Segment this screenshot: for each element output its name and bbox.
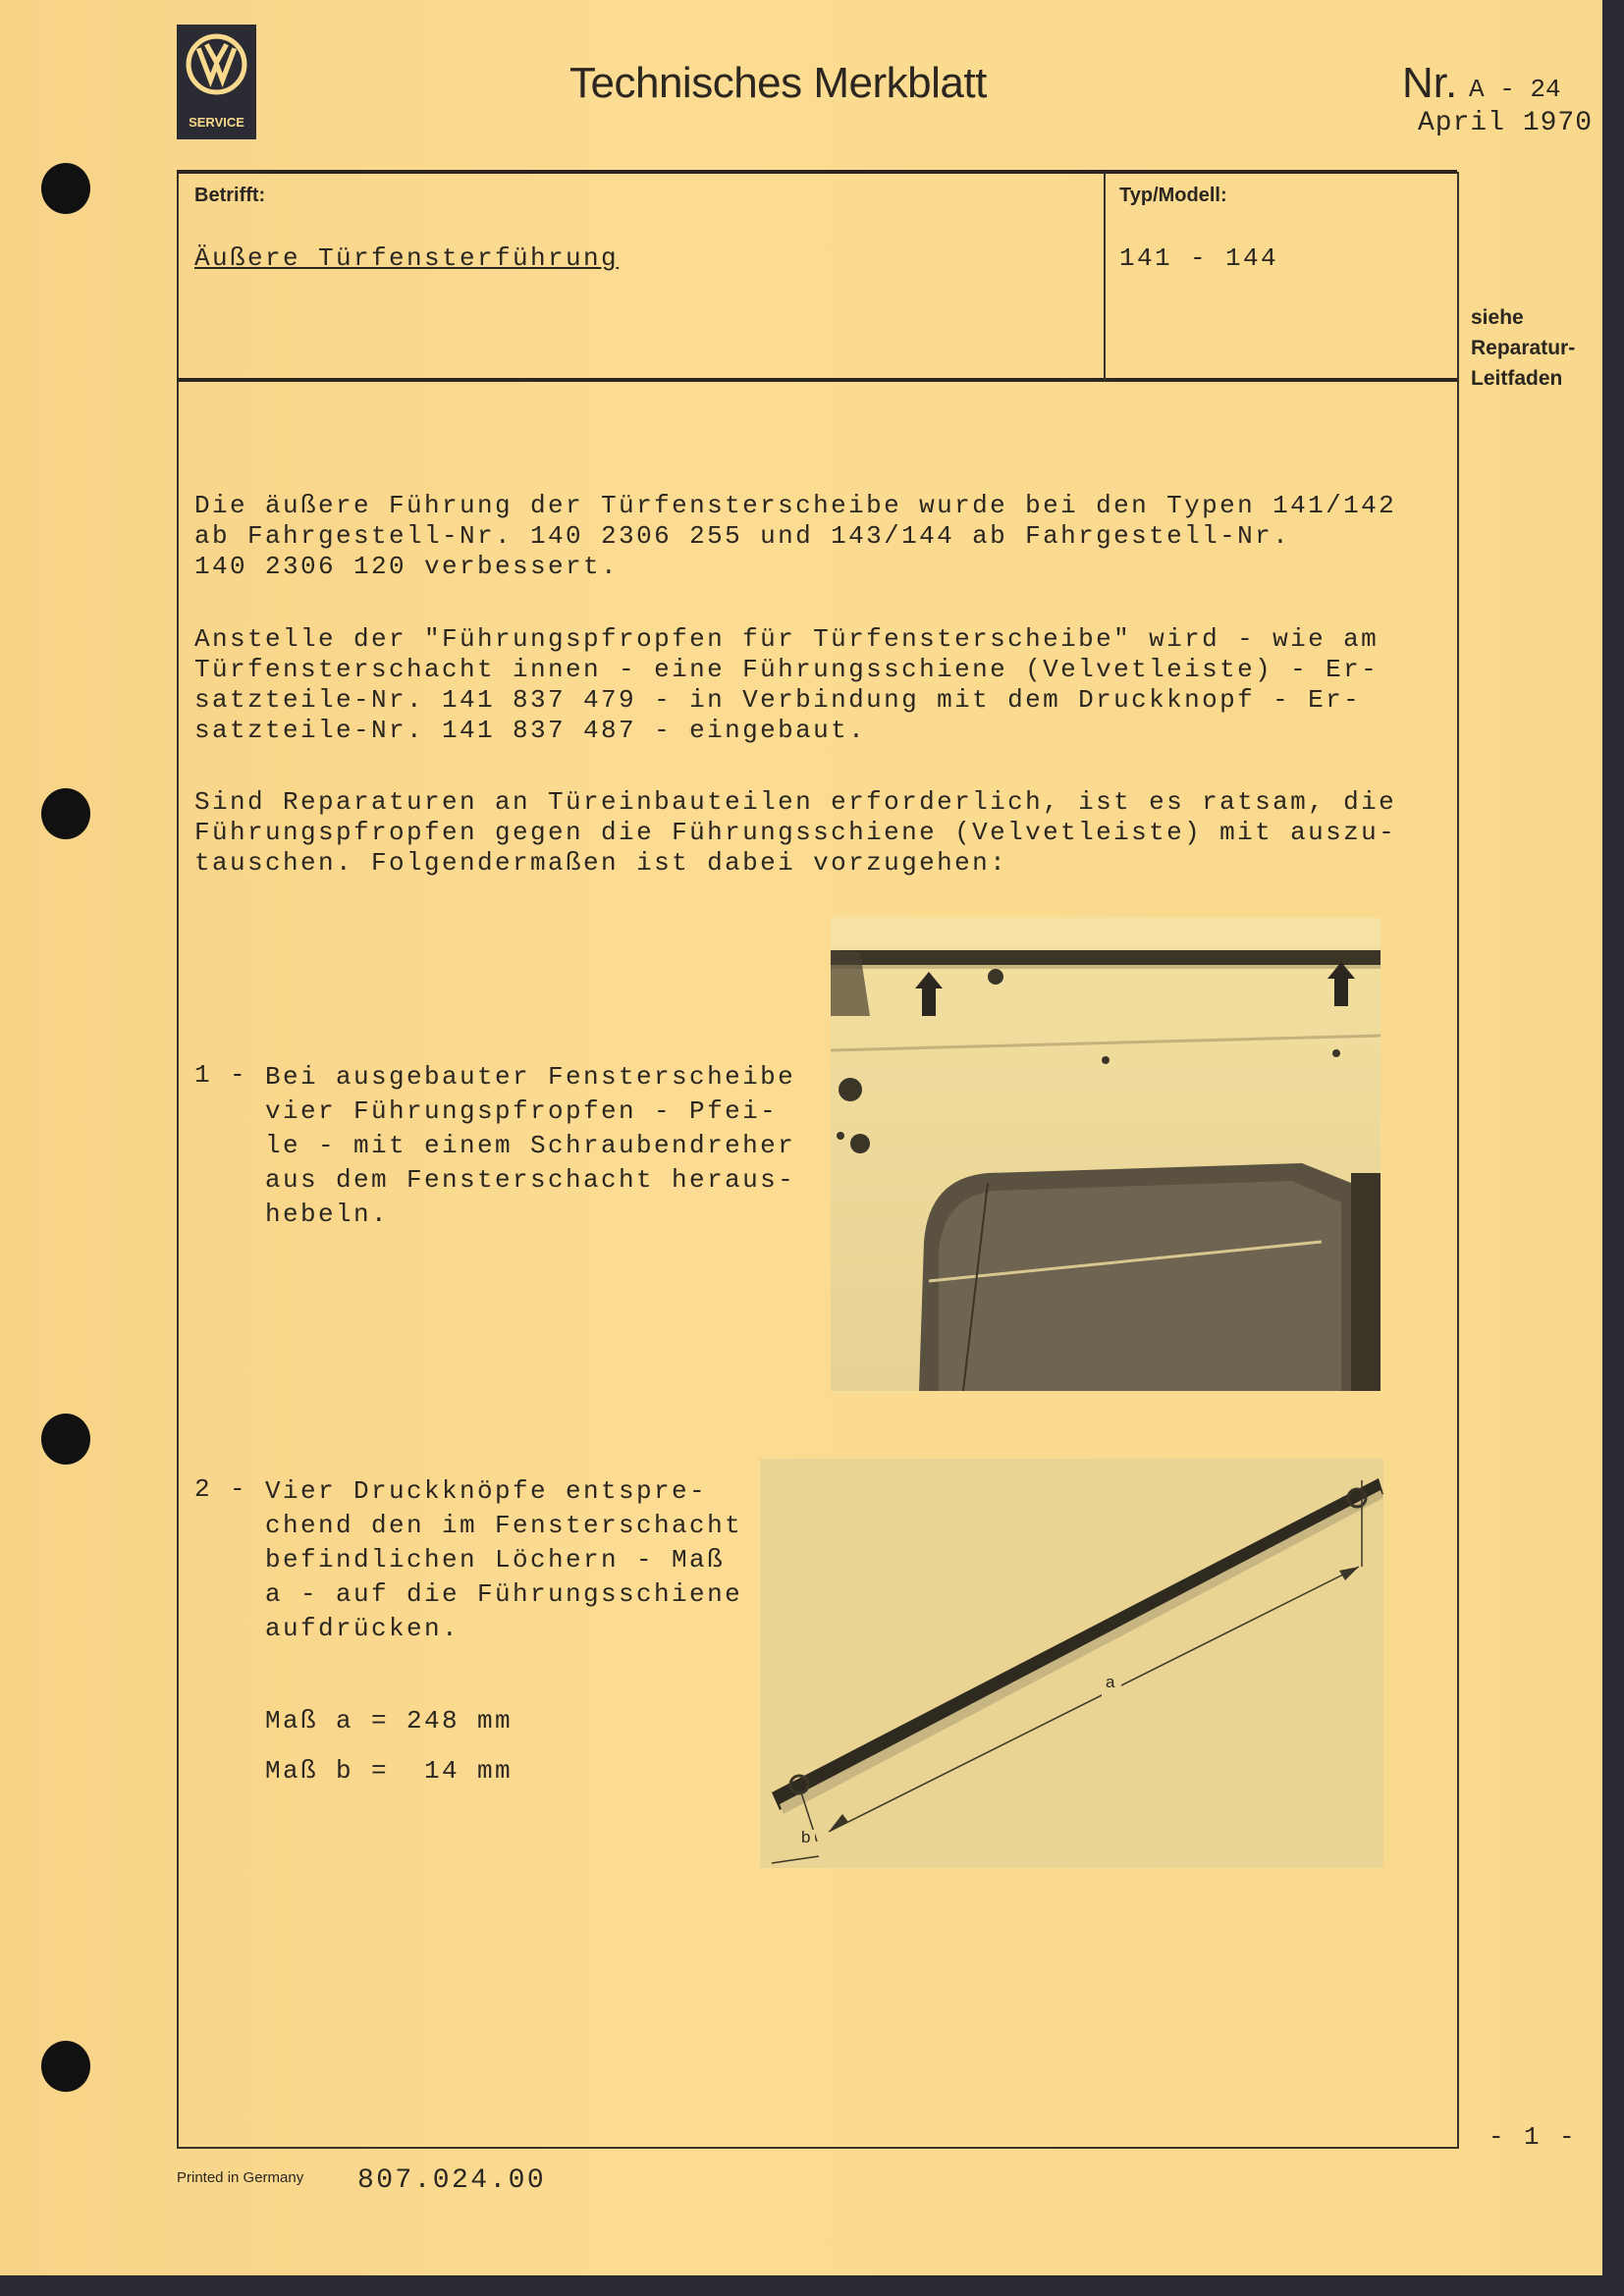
step-1-number: 1 - (194, 1060, 248, 1090)
document-date: April 1970 (1418, 108, 1594, 138)
punch-hole (41, 2041, 90, 2092)
number-value: A - 24 (1469, 75, 1561, 104)
text-line: ab Fahrgestell-Nr. 140 2306 255 und 143/144 ab Fahrgestell-Nr. (194, 521, 1291, 551)
punch-hole (41, 1414, 90, 1465)
text-line: aufdrücken. (265, 1614, 460, 1643)
text-line: Vier Druckknöpfe entspre- (265, 1476, 708, 1506)
vw-service-logo (177, 25, 256, 139)
subject-box (177, 170, 1457, 382)
document-number: 807.024.00 (357, 2165, 547, 2196)
punch-hole (41, 163, 90, 214)
text-line: Anstelle der "Führungspfropfen für Türfensterscheibe" wird - wie am (194, 624, 1380, 654)
text-line: Bei ausgebauter Fensterscheibe (265, 1062, 796, 1092)
paragraph-3 (194, 787, 1396, 879)
step-1-text (265, 1060, 795, 1232)
text-line: tauschen. Folgendermaßen ist dabei vorzugehen: (194, 848, 1008, 878)
paragraph-2 (194, 624, 1379, 746)
text-line: vier Führungspfropfen - Pfei- (265, 1096, 779, 1126)
text-line: Die äußere Führung der Türfensterscheibe wurde bei den Typen 141/142 (194, 491, 1397, 520)
printed-in-germany: Printed in Germany (177, 2169, 304, 2186)
punch-hole (41, 788, 90, 839)
text-line: chend den im Fensterschacht (265, 1511, 743, 1540)
text-line: befindlichen Löchern - Maß (265, 1545, 726, 1575)
text-line: le - mit einem Schraubendreher (265, 1131, 796, 1160)
text-line: satzteile-Nr. 141 837 479 - in Verbindung mit dem Druckknopf - Er- (194, 685, 1362, 715)
number-label: Nr. (1402, 59, 1458, 107)
betrifft-value: Äußere Türfensterführung (194, 243, 620, 273)
step-2-number: 2 - (194, 1474, 248, 1504)
step-2-text (265, 1474, 742, 1646)
text-line: 140 2306 120 verbessert. (194, 552, 620, 581)
photo-guide-rail (760, 1459, 1383, 1868)
column-divider (1104, 172, 1106, 382)
document-title: Technisches Merkblatt (569, 59, 987, 107)
photo-door-window-shaft (831, 918, 1380, 1391)
measurement-a: Maß a = 248 mm (265, 1706, 514, 1735)
side-note-line: siehe (1471, 306, 1524, 329)
side-note-line: Leitfaden (1471, 367, 1563, 390)
model-label: Typ/Modell: (1119, 185, 1227, 206)
text-line: Sind Reparaturen an Türeinbauteilen erforderlich, ist es ratsam, die (194, 787, 1397, 817)
dimension-label-a: a (1106, 1673, 1115, 1691)
text-line: satzteile-Nr. 141 837 487 - eingebaut. (194, 716, 867, 745)
text-line: aus dem Fensterschacht heraus- (265, 1165, 796, 1195)
dimension-label-b: b (801, 1828, 811, 1846)
betrifft-label: Betrifft: (194, 185, 266, 206)
side-note-line: Reparatur- (1471, 337, 1576, 359)
side-note (1471, 302, 1575, 394)
text-line: Türfensterschacht innen - eine Führungsschiene (Velvetleiste) - Er- (194, 655, 1380, 684)
vw-emblem-icon (185, 32, 248, 96)
paragraph-1 (194, 491, 1396, 582)
logo-service-text: SERVICE (189, 115, 244, 130)
page-number: - 1 - (1489, 2122, 1578, 2152)
text-line: Führungspfropfen gegen die Führungsschiene (Velvetleiste) mit auszu- (194, 818, 1397, 847)
text-line: a - auf die Führungsschiene (265, 1579, 743, 1609)
model-value: 141 - 144 (1119, 243, 1279, 273)
text-line: hebeln. (265, 1200, 390, 1229)
measurement-b: Maß b = 14 mm (265, 1756, 514, 1786)
